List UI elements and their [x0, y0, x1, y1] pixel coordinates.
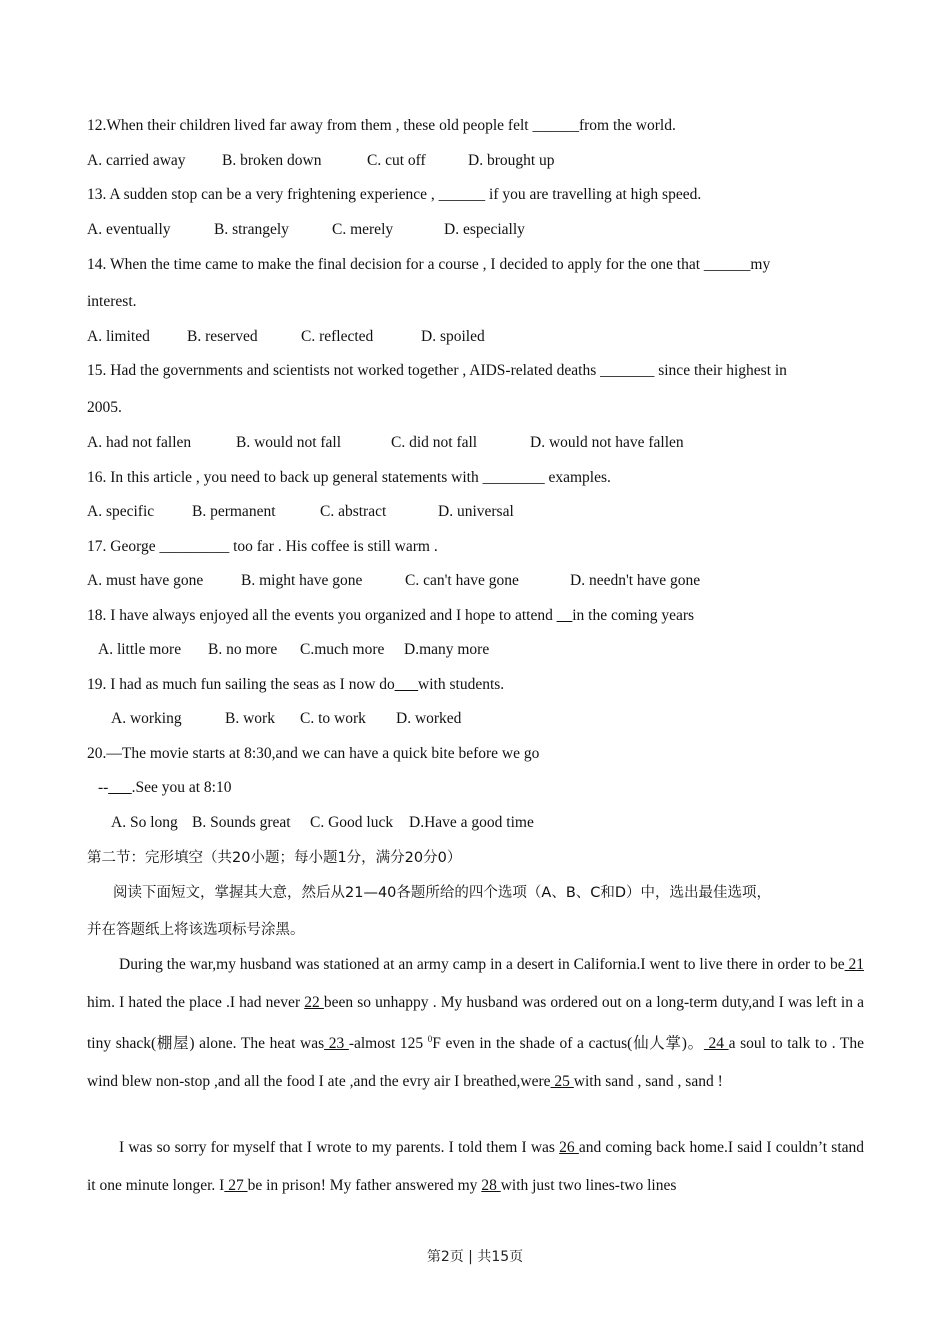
option-b: B. Sounds great	[192, 814, 291, 831]
option-d: D. worked	[396, 710, 462, 727]
option-c: C. reflected	[301, 328, 374, 345]
section-instruction: 阅读下面短文，掌握其大意，然后从21—40各题所给的四个选项（A、B、C和D）中，选出最佳选项，	[113, 885, 772, 901]
options-16	[87, 502, 514, 522]
option-c: C.much more	[300, 641, 385, 658]
option-c: C. Good luck	[310, 814, 394, 831]
option-c: C. cut off	[367, 152, 426, 169]
question-19: 19. I had as much fun sailing the seas as I now do___with students.	[87, 676, 505, 693]
question-12: 12.When their children lived far away from them , these old people felt ______from the world.	[87, 117, 676, 134]
option-d: D. spoiled	[421, 328, 485, 345]
question-20-reply: --___.See you at 8:10	[98, 779, 232, 796]
blank-25: 25	[550, 1072, 574, 1090]
question-15-cont: 2005.	[87, 399, 122, 416]
option-c: C. abstract	[320, 503, 387, 520]
option-d: D. needn't have gone	[570, 572, 701, 589]
question-17: 17. George _________ too far . His coffee is still warm .	[87, 538, 438, 555]
option-a: A. So long	[111, 814, 178, 831]
option-c: C. merely	[332, 221, 394, 238]
blank-24: 24	[703, 1035, 729, 1053]
option-a: A. limited	[87, 328, 150, 345]
blank-28: 28	[481, 1176, 501, 1194]
question-16: 16. In this article , you need to back up general statements with ________ examples.	[87, 469, 611, 486]
option-a: A. little more	[98, 641, 182, 658]
option-d: D. especially	[444, 221, 525, 238]
options-15	[87, 433, 684, 453]
section-instruction-cont: 并在答题纸上将该选项标号涂黑。	[87, 922, 305, 938]
option-a: A. eventually	[87, 221, 171, 238]
option-c: C. can't have gone	[405, 572, 519, 589]
answer-blank: ___	[394, 676, 419, 693]
passage-paragraph-2: I was so sorry for myself that I wrote to my parents. I told them I was 26 and coming back home.I said I couldn’t stand it one minute longer. I 27 be in prison! My father answered my 28 with just two lines-two lines	[87, 1139, 865, 1194]
blank-23: 23	[324, 1035, 349, 1053]
option-b: B. no more	[208, 641, 278, 658]
blank-27: 27	[224, 1176, 248, 1194]
option-d: D.many more	[404, 641, 490, 658]
option-a: A. carried away	[87, 152, 186, 169]
passage-paragraph-1: During the war,my husband was stationed at an army camp in a desert in California.I went to live there in order to be 21 him. I hated the place .I had never 22 been so unhappy . My husband was ordered out on a long-term duty,and I was left in a tiny shack(棚屋) alone. The heat was 23 -almost 125 $^0$F even in the shade of a cactus(仙人掌)。 24 a soul to talk to . The wind blew non-stop ,and all the food I ate ,and the evry air I breathed,were 25 with sand , sand , sand !	[87, 956, 864, 1090]
option-b: B. might have gone	[241, 572, 363, 589]
option-a: A. working	[111, 710, 182, 727]
options-14	[87, 327, 485, 347]
blank-21: 21	[844, 956, 864, 973]
option-d: D.Have a good time	[409, 814, 534, 831]
blank-22: 22	[304, 993, 324, 1011]
options-20	[111, 813, 534, 833]
answer-blank: ___	[108, 779, 132, 796]
option-b: B. would not fall	[236, 434, 342, 451]
section-heading: 第二节：完形填空（共20小题；每小题1分，满分20分0）	[87, 850, 462, 866]
options-18	[98, 640, 489, 660]
option-c: C. to work	[300, 710, 366, 727]
option-b: B. permanent	[192, 503, 276, 520]
option-c: C. did not fall	[391, 434, 478, 451]
question-20: 20.—The movie starts at 8:30,and we can have a quick bite before we go	[87, 745, 540, 762]
option-d: D. would not have fallen	[530, 434, 684, 451]
answer-blank: __	[556, 607, 573, 624]
option-a: A. specific	[87, 503, 155, 520]
question-14-cont: interest.	[87, 293, 137, 310]
question-13: 13. A sudden stop can be a very frightening experience , ______ if you are travelling at high speed.	[87, 186, 702, 203]
page-footer: 第2页 | 共15页	[426, 1249, 524, 1265]
option-d: D. brought up	[468, 152, 555, 169]
option-a: A. had not fallen	[87, 434, 192, 451]
option-b: B. broken down	[222, 152, 322, 169]
option-b: B. work	[225, 710, 275, 727]
option-b: B. strangely	[214, 221, 289, 238]
option-d: D. universal	[438, 503, 514, 520]
blank-26: 26	[559, 1139, 579, 1156]
options-12	[87, 151, 555, 171]
options-17	[87, 571, 700, 591]
option-b: B. reserved	[187, 328, 258, 345]
question-14: 14. When the time came to make the final decision for a course , I decided to apply for the one that ______my	[87, 256, 771, 273]
question-18: 18. I have always enjoyed all the events you organized and I hope to attend __in the coming years	[87, 607, 695, 624]
option-a: A. must have gone	[87, 572, 204, 589]
degree-mark: 0	[427, 1034, 433, 1044]
question-15: 15. Had the governments and scientists not worked together , AIDS-related deaths _______ since their highest in	[87, 362, 787, 379]
options-13	[87, 220, 525, 240]
options-19	[111, 709, 461, 729]
